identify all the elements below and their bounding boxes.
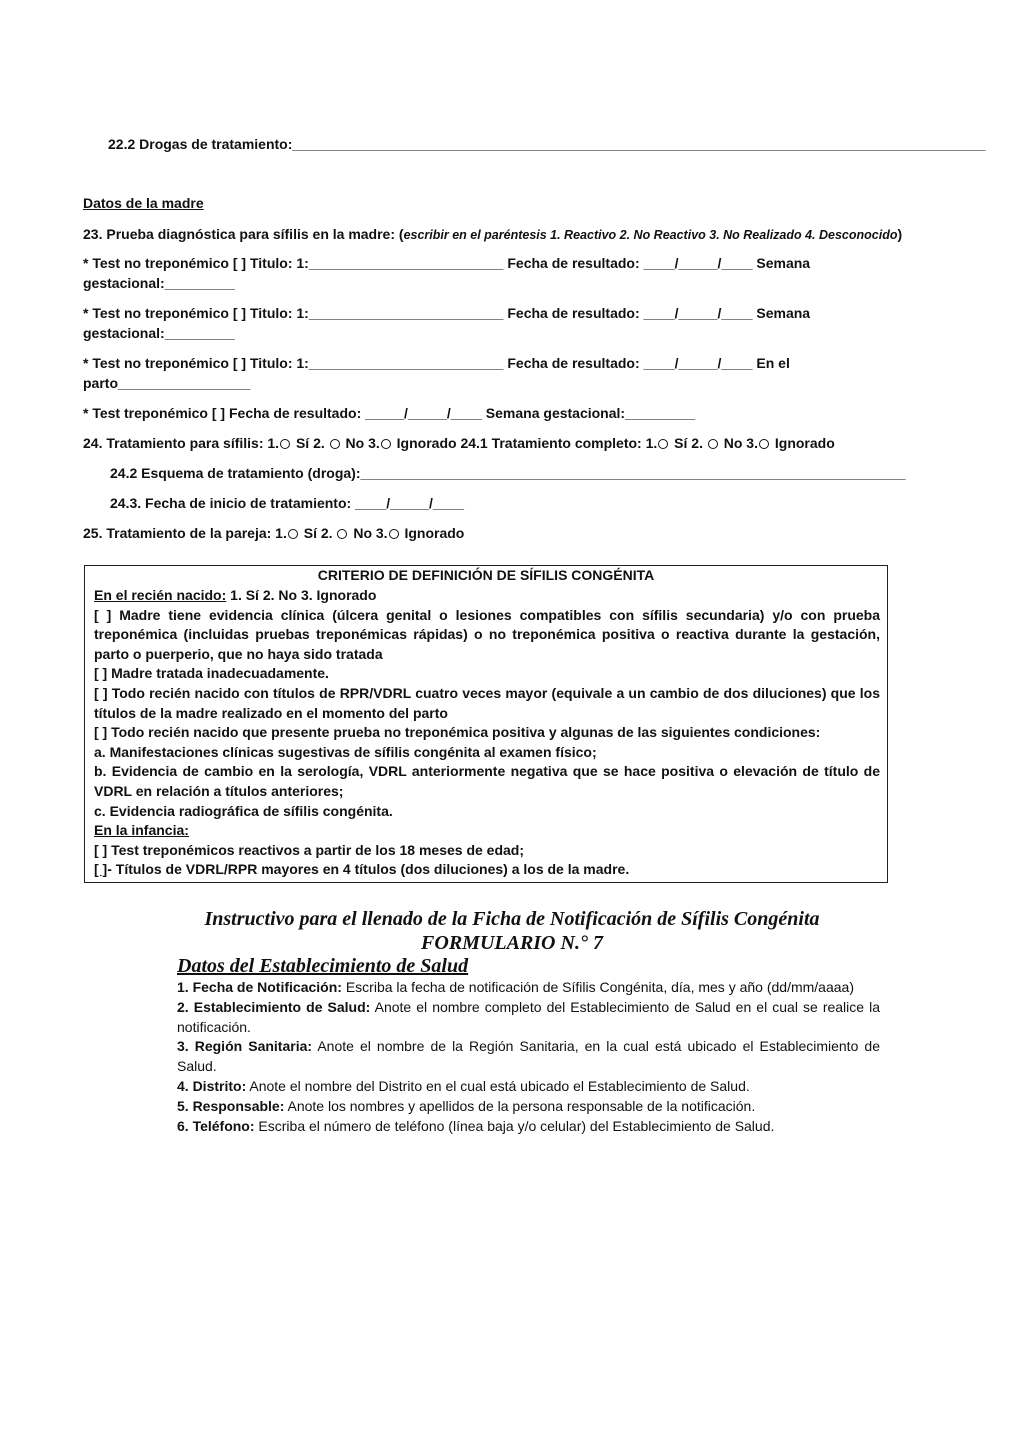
test-no-treponemico-2: * Test no treponémico [ ] Titulo: 1:_________________________ Fecha de resultado: ____/_____/____ Semana	[83, 305, 811, 321]
test-no-treponemico-2-gestacional: gestacional:_________	[83, 325, 235, 341]
tratamiento-sifilis-label: 24. Tratamiento para sífilis: 1.	[83, 435, 280, 451]
criterio-item-c: c. Evidencia radiográfica de sífilis congénita.	[94, 802, 393, 819]
datos-madre-heading: Datos de la madre	[83, 195, 204, 211]
radio-completo-ignorado-icon[interactable]	[759, 439, 769, 449]
datos-establecimiento-heading: Datos del Establecimiento de Salud	[177, 955, 469, 977]
test-no-treponemico-3: * Test no treponémico [ ] Titulo: 1:_________________________ Fecha de resultado: ____/_____/____ En el	[83, 355, 790, 371]
radio-pareja-si-icon[interactable]	[288, 529, 298, 539]
instr-item-3	[177, 1037, 880, 1077]
drogas-tratamiento-line: 22.2 Drogas de tratamiento:_________________________________________________________________________________________	[108, 136, 986, 152]
criterio-item-b: b. Evidencia de cambio en la serología, VDRL anteriormente negativa que se hace positiva o elevación de título de VDRL en relación a títulos anteriores;	[94, 763, 880, 799]
radio-no-icon[interactable]	[330, 439, 340, 449]
infancia-label: En la infancia:	[94, 822, 189, 839]
option-ignorado-label: Ignorado 24.1 Tratamiento completo: 1.	[392, 435, 658, 451]
recien-nacido-options: 1. Sí 2. No 3. Ignorado	[226, 587, 377, 603]
option-no-label: No 3.	[341, 435, 380, 451]
instr-item-3-label: 3. Región Sanitaria:	[177, 1038, 313, 1055]
criterio-item-4: [ ] Todo recién nacido que presente prueba no treponémica positiva y algunas de las siguientes condiciones:	[94, 724, 821, 741]
instr-item-6	[177, 1117, 880, 1137]
criterio-item-1: [ ] Madre tiene evidencia clínica (úlcera genital o lesiones compatibles con sífilis secundaria) y/o con prueba treponémica (incluidas pruebas treponémicas rápidas) o no treponémica positiva o reactiva durante la gestación, parto o puerperio, que no haya sido tratada	[94, 606, 880, 662]
radio-ignorado-icon[interactable]	[381, 439, 391, 449]
radio-si-icon[interactable]	[280, 439, 290, 449]
instr-item-2	[177, 998, 880, 1038]
criterio-item-infancia-1: [ ] Test treponémicos reactivos a partir de los 18 meses de edad;	[94, 841, 525, 858]
tratamiento-pareja-line	[83, 524, 464, 542]
tratamiento-sifilis-line	[83, 434, 835, 452]
test-no-treponemico-1: * Test no treponémico [ ] Titulo: 1:_________________________ Fecha de resultado: ____/_____/____ Semana	[83, 255, 811, 271]
instructivo-title: Instructivo para el llenado de la Ficha de Notificación de Sífilis Congénita	[204, 908, 820, 930]
instr-item-4-label: 4. Distrito:	[177, 1077, 247, 1094]
radio-pareja-ignorado-icon[interactable]	[389, 529, 399, 539]
instr-item-6-label: 6. Teléfono:	[177, 1117, 255, 1134]
pareja-no-label: No 3.	[349, 525, 388, 541]
pareja-si-label: Sí 2.	[299, 525, 337, 541]
criterio-title: CRITERIO DE DEFINICIÓN DE SÍFILIS CONGÉNITA	[317, 567, 655, 583]
esquema-tratamiento-line: 24.2 Esquema de tratamiento (droga):______________________________________________________________________	[110, 465, 906, 481]
radio-pareja-no-icon[interactable]	[337, 529, 347, 539]
option-completo-si-label: Sí 2.	[670, 435, 707, 451]
infancia-2-text: - Títulos de VDRL/RPR mayores en 4 títulos (dos diluciones) a los de la madre.	[107, 861, 630, 878]
tratamiento-pareja-label: 25. Tratamiento de la pareja: 1.	[83, 525, 287, 541]
test-no-treponemico-1-gestacional: gestacional:_________	[83, 275, 235, 291]
criterio-item-3: [ ] Todo recién nacido con títulos de RPR/VDRL cuatro veces mayor (equivale a un cambio de dos diluciones) que los títulos de la madre realizado en el momento del parto	[94, 684, 880, 721]
test-no-treponemico-3-parto: parto_________________	[83, 375, 251, 391]
option-si-label: Sí 2.	[292, 435, 329, 451]
instr-item-2-text: Anote el nombre completo del Establecimiento de Salud en el cual se realice la notificación.	[177, 998, 881, 1035]
instr-item-5-label: 5. Responsable:	[177, 1097, 285, 1114]
radio-completo-no-icon[interactable]	[708, 439, 718, 449]
instr-item-4	[177, 1077, 880, 1097]
criterio-item-2: [ ] Madre tratada inadecuadamente.	[94, 665, 329, 682]
instructivo-list	[177, 978, 880, 1136]
prueba-diagnostica-line	[83, 225, 902, 244]
criterio-item-a: a. Manifestaciones clínicas sugestivas de sífilis congénita al examen físico;	[94, 743, 597, 760]
prueba-diagnostica-instructions: escribir en el paréntesis 1. Reactivo 2. No Reactivo 3. No Realizado 4. Desconocido	[403, 228, 898, 242]
criterio-body	[94, 586, 880, 880]
formulario-number: FORMULARIO N.° 7	[421, 932, 603, 954]
test-treponemico: * Test treponémico [ ] Fecha de resultado: _____/_____/____ Semana gestacional:_________	[83, 405, 696, 421]
instr-item-4-text: Anote el nombre del Distrito en el cual está ubicado el Establecimiento de Salud.	[246, 1077, 750, 1094]
instr-item-1	[177, 978, 880, 998]
instr-item-3-text: Anote el nombre de la Región Sanitaria, en la cual está ubicado el Establecimiento de Salud.	[177, 1038, 880, 1075]
instr-item-5-text: Anote los nombres y apellidos de la persona responsable de la notificación.	[284, 1097, 756, 1114]
instr-item-5	[177, 1097, 880, 1117]
prueba-diagnostica-close: )	[897, 226, 903, 242]
instr-item-6-text: Escriba el número de teléfono (línea baja y/o celular) del Establecimiento de Salud.	[254, 1117, 775, 1134]
recien-nacido-label: En el recién nacido:	[94, 587, 227, 603]
option-completo-no-label: No 3.	[719, 435, 758, 451]
instr-item-1-label: 1. Fecha de Notificación:	[177, 979, 342, 995]
instr-item-2-label: 2. Establecimiento de Salud:	[177, 998, 371, 1015]
option-completo-ignorado-label: Ignorado	[770, 435, 835, 451]
checkbox-bracket: [ ]	[94, 861, 108, 878]
instr-item-1-text: Escriba la fecha de notificación de Sífilis Congénita, día, mes y año (dd/mm/aaaa)	[341, 979, 854, 995]
radio-completo-si-icon[interactable]	[658, 439, 668, 449]
criterio-item-infancia-2	[94, 860, 880, 880]
prueba-diagnostica-label: 23. Prueba diagnóstica para sífilis en la madre: (	[83, 226, 404, 242]
fecha-inicio-tratamiento-line: 24.3. Fecha de inicio de tratamiento: ____/_____/____	[110, 495, 465, 511]
pareja-ignorado-label: Ignorado	[400, 525, 465, 541]
